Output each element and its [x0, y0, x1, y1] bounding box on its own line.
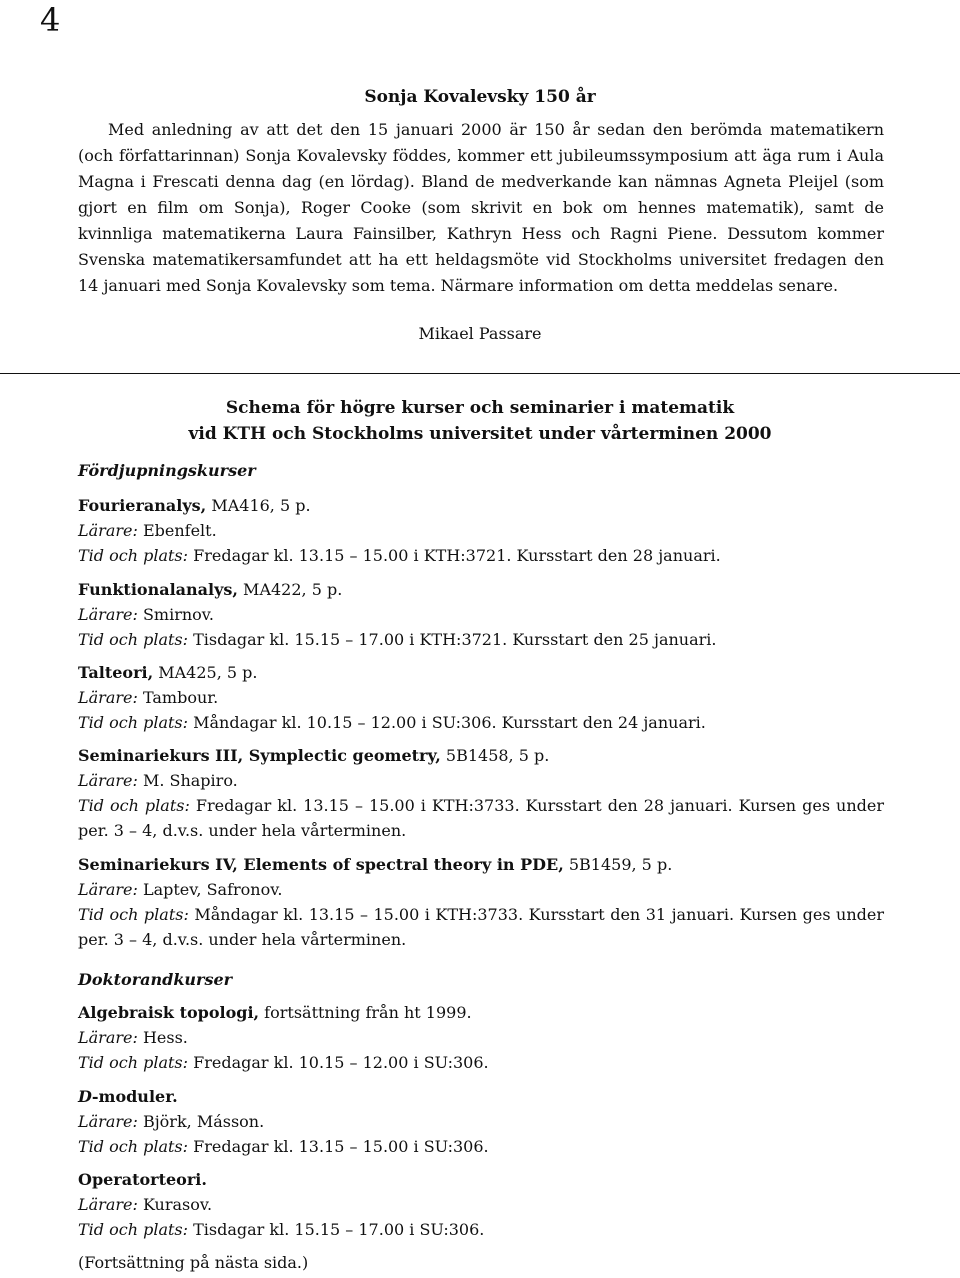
course-teacher	[78, 1025, 884, 1050]
section-divider	[0, 373, 960, 374]
teacher-value: Tambour.	[137, 688, 219, 707]
time-place-value: Måndagar kl. 10.15 – 12.00 i SU:306. Kursstart den 24 januari.	[188, 713, 706, 732]
course-time-place	[78, 543, 884, 568]
section-heading-fordjupningskurser: Fördjupningskurser	[78, 461, 256, 480]
teacher-value: Hess.	[137, 1028, 188, 1047]
article-signature: Mikael Passare	[418, 324, 542, 343]
time-place-label: Tid och plats:	[78, 713, 189, 732]
course-d-moduler	[78, 1084, 884, 1159]
schema-title-line1: Schema för högre kurser och seminarier i matematik	[225, 398, 735, 418]
course-title	[78, 852, 884, 877]
course-teacher	[78, 768, 884, 793]
course-name: Seminariekurs III, Symplectic geometry,	[78, 746, 441, 765]
course-algebraisk-topologi	[78, 1000, 884, 1075]
time-place-label: Tid och plats:	[78, 796, 190, 815]
article-paragraph: Med anledning av att det den 15 januari 2000 är 150 år sedan den berömda matematikern (och författarinnan) Sonja Kovalevsky föddes, kommer ett jubileumssymposium att äga rum i Aula Magna i Frescati denna dag (en lördag). Bland de medverkande kan nämnas Agneta Pleijel (som gjort en film om Sonja), Roger Cooke (som skrivit en bok om hennes matematik), samt de kvinnliga matematikerna Laura Fainsilber, Kathryn Hess och Ragni Piene. Dessutom kommer Svenska matematikersamfundet att ha ett heldagsmöte vid Stockholms universitet fredagen den 14 januari med Sonja Kovalevsky som tema. Närmare information om detta meddelas senare.	[78, 120, 884, 295]
teacher-label: Lärare:	[78, 521, 138, 540]
course-time-place	[78, 627, 884, 652]
teacher-value: Ebenfelt.	[137, 521, 217, 540]
time-place-label: Tid och plats:	[78, 1137, 189, 1156]
time-place-label: Tid och plats:	[78, 905, 189, 924]
time-place-label: Tid och plats:	[78, 546, 189, 565]
course-title	[78, 493, 884, 518]
course-info: 5B1458, 5 p.	[440, 746, 550, 765]
course-name: Operatorteori.	[78, 1170, 207, 1189]
course-name: Algebraisk topologi,	[78, 1003, 260, 1022]
course-time-place	[78, 1050, 884, 1075]
course-teacher	[78, 1109, 884, 1134]
course-teacher	[78, 1192, 884, 1217]
course-name: Talteori,	[78, 663, 154, 682]
course-teacher	[78, 602, 884, 627]
course-time-place	[78, 902, 884, 952]
teacher-value: Smirnov.	[137, 605, 215, 624]
time-place-label: Tid och plats:	[78, 630, 189, 649]
time-place-value: Fredagar kl. 13.15 – 15.00 i SU:306.	[188, 1137, 489, 1156]
teacher-value: M. Shapiro.	[137, 771, 238, 790]
teacher-label: Lärare:	[78, 605, 138, 624]
time-place-value: Tisdagar kl. 15.15 – 17.00 i SU:306.	[188, 1220, 485, 1239]
teacher-label: Lärare:	[78, 688, 138, 707]
course-info: MA425, 5 p.	[153, 663, 258, 682]
time-place-value: Fredagar kl. 13.15 – 15.00 i KTH:3733. Kursstart den 28 januari. Kursen ges under per. 3 – 4, d.v.s. under hela vårterminen.	[78, 796, 885, 840]
course-title	[78, 577, 884, 602]
course-info: fortsättning från ht 1999.	[259, 1003, 472, 1022]
schema-title	[0, 395, 960, 447]
section-heading-doktorandkurser: Doktorandkurser	[78, 970, 233, 989]
teacher-label: Lärare:	[78, 771, 138, 790]
teacher-label: Lärare:	[78, 1195, 138, 1214]
teacher-value: Kurasov.	[137, 1195, 213, 1214]
time-place-value: Tisdagar kl. 15.15 – 17.00 i KTH:3721. Kursstart den 25 januari.	[188, 630, 717, 649]
course-funktionalanalys	[78, 577, 884, 652]
course-title	[78, 1167, 884, 1192]
course-time-place	[78, 793, 884, 843]
time-place-value: Fredagar kl. 10.15 – 12.00 i SU:306.	[188, 1053, 489, 1072]
course-time-place	[78, 1217, 884, 1242]
course-name: Seminariekurs IV, Elements of spectral theory in PDE,	[78, 855, 564, 874]
course-name: -moduler.	[91, 1087, 178, 1106]
course-title	[78, 1000, 884, 1025]
course-name: Fourieranalys,	[78, 496, 207, 515]
time-place-label: Tid och plats:	[78, 1053, 189, 1072]
article-body	[78, 117, 884, 299]
course-teacher	[78, 877, 884, 902]
course-time-place	[78, 1134, 884, 1159]
article-title: Sonja Kovalevsky 150 år	[364, 87, 596, 107]
continuation-note: (Fortsättning på nästa sida.)	[78, 1253, 309, 1272]
course-info: 5B1459, 5 p.	[563, 855, 673, 874]
teacher-label: Lärare:	[78, 880, 138, 899]
course-talteori	[78, 660, 884, 735]
course-seminariekurs-iv	[78, 852, 884, 952]
teacher-label: Lärare:	[78, 1112, 138, 1131]
course-info: MA416, 5 p.	[206, 496, 311, 515]
course-info: MA422, 5 p.	[237, 580, 343, 599]
time-place-value: Måndagar kl. 13.15 – 15.00 i KTH:3733. Kursstart den 31 januari. Kursen ges under per. 3 – 4, d.v.s. under hela vårterminen.	[78, 905, 884, 949]
course-title	[78, 743, 884, 768]
time-place-label: Tid och plats:	[78, 1220, 189, 1239]
course-fourieranalys	[78, 493, 884, 568]
course-title	[78, 660, 884, 685]
course-title	[78, 1084, 884, 1109]
course-teacher	[78, 685, 884, 710]
teacher-label: Lärare:	[78, 1028, 138, 1047]
schema-title-line2: vid KTH och Stockholms universitet under vårterminen 2000	[188, 424, 772, 444]
teacher-value: Björk, Másson.	[137, 1112, 265, 1131]
page-number: 4	[40, 1, 61, 39]
course-operatorteori	[78, 1167, 884, 1242]
course-teacher	[78, 518, 884, 543]
course-seminariekurs-iii	[78, 743, 884, 843]
course-name: Funktionalanalys,	[78, 580, 238, 599]
course-name-italic: D	[78, 1087, 92, 1106]
teacher-value: Laptev, Safronov.	[137, 880, 283, 899]
course-time-place	[78, 710, 884, 735]
time-place-value: Fredagar kl. 13.15 – 15.00 i KTH:3721. Kursstart den 28 januari.	[188, 546, 721, 565]
